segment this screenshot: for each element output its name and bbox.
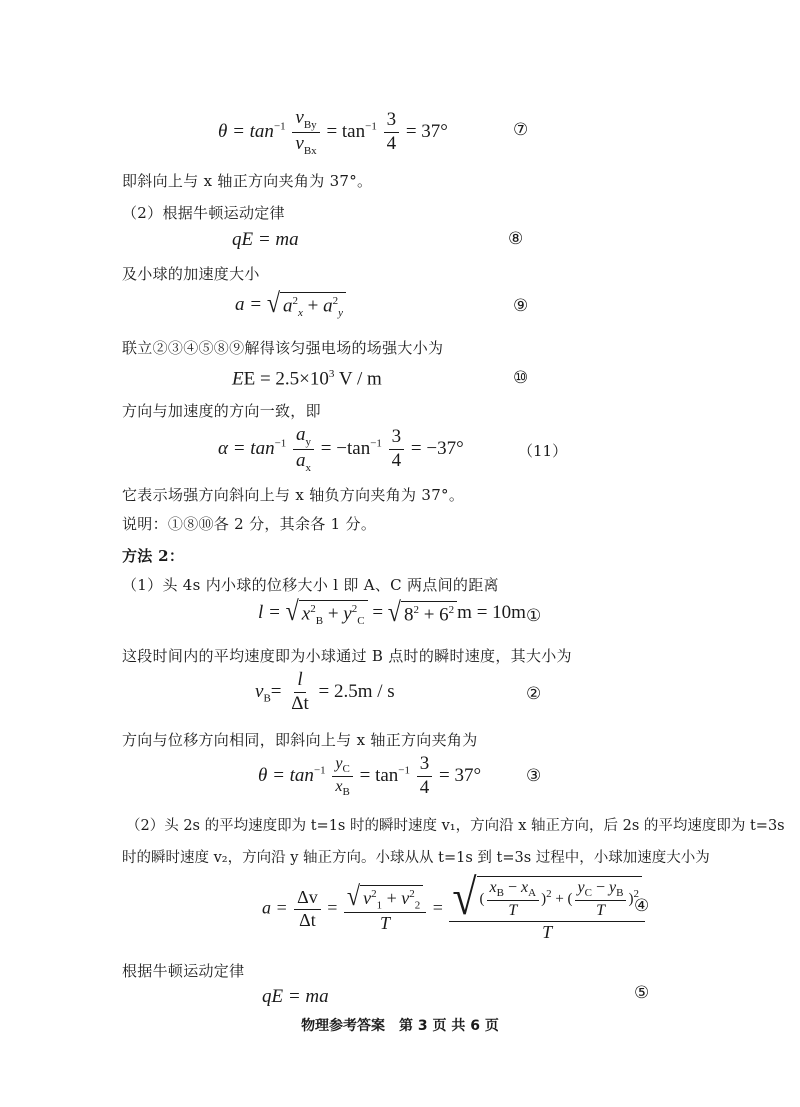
text-line-1: 即斜向上与 x 轴正方向夹角为 37°。 (122, 172, 373, 190)
equation-11: $\alpha = \tan^{-1}$ $\frac{a_y}{a_x}$ = $-\tan^{-1}$ $\frac{3}{4}$ = −37° (218, 424, 464, 474)
method-2-equation-5-label: ⑤ (634, 983, 650, 1003)
equation-11-label: （11） (518, 442, 568, 460)
method-2-line-3: 方向与位移方向相同，即斜向上与 x 轴正方向夹角为 (122, 731, 478, 749)
method-2-equation-5: qE = ma (262, 986, 329, 1007)
equation-7-label: ⑦ (513, 120, 529, 140)
method-2-equation-1: l = √ $x^2_B + y^2_C$ = √ $8^2 + 6^2$ m = 10m (258, 596, 526, 628)
equation-8: qE = ma (232, 229, 299, 250)
page-footer: 物理参考答案 第 3 页 共 6 页 (301, 1018, 499, 1034)
equation-9: a = √ $a^2_x + a^2_y$ (235, 292, 346, 319)
method-2-line-6: 根据牛顿运动定律 (122, 962, 245, 980)
method-2-equation-2-label: ② (526, 684, 542, 704)
text-line-4: 联立②③④⑤⑧⑨解得该匀强电场的场强大小为 (122, 339, 444, 357)
method-2-equation-3-label: ③ (526, 766, 542, 786)
method-2-equation-4: a = $\frac{\Delta v}{\Delta t}$ = √ $v^2_1 + v^2_2$ T = √ ( $\frac{x_B - x_A}{T}$ )$^2$ + ( $\frac{y_C - y_B}{T}$ )$^2$ T (262, 876, 647, 943)
method-2-line-1: （1）头 4s 内小球的位移大小 l 即 A、C 两点间的距离 (122, 576, 499, 594)
method-2-equation-3: $\theta = \tan^{-1}$ $\frac{y_C}{x_B}$ = $\tan^{-1}$ $\frac{3}{4}$ = 37° (258, 753, 482, 799)
text-line-5: 方向与加速度的方向一致，即 (122, 402, 321, 420)
method-2-heading: 方法 2： (122, 547, 185, 565)
equation-7: $\theta = \tan^{-1}$ $\frac{v_{By}}{v_{Bx}}$ = $\tan^{-1}$ $\frac{3}{4}$ = 37° (218, 107, 448, 157)
method-2-equation-4-label: ④ (634, 896, 650, 916)
method-2-line-4: （2）头 2s 的平均速度即为 t=1s 时的瞬时速度 v₁，方向沿 x 轴正方向，后 2s 的平均速度即为 t=3s (126, 818, 785, 834)
text-line-3: 及小球的加速度大小 (122, 265, 260, 283)
equation-10: EE = $2.5\times 10^3$ V / m (232, 368, 382, 390)
equation-8-label: ⑧ (508, 229, 524, 249)
text-line-7: 说明：①⑧⑩各 2 分，其余各 1 分。 (122, 515, 377, 533)
equation-9-label: ⑨ (513, 296, 529, 316)
method-2-line-5: 时的瞬时速度 v₂，方向沿 y 轴正方向。小球从从 t=1s 到 t=3s 过程中，小球加速度大小为 (122, 850, 710, 866)
method-2-line-2: 这段时间内的平均速度即为小球通过 B 点时的瞬时速度，其大小为 (122, 647, 572, 665)
method-2-equation-1-label: ① (526, 606, 542, 626)
text-line-6: 它表示场强方向斜向上与 x 轴负方向夹角为 37°。 (122, 486, 465, 504)
text-line-2: （2）根据牛顿运动定律 (122, 204, 285, 222)
equation-10-label: ⑩ (513, 368, 529, 388)
method-2-equation-2: $v_B=$ $\frac{l}{\Delta t}$ = 2.5m / s (255, 669, 395, 714)
